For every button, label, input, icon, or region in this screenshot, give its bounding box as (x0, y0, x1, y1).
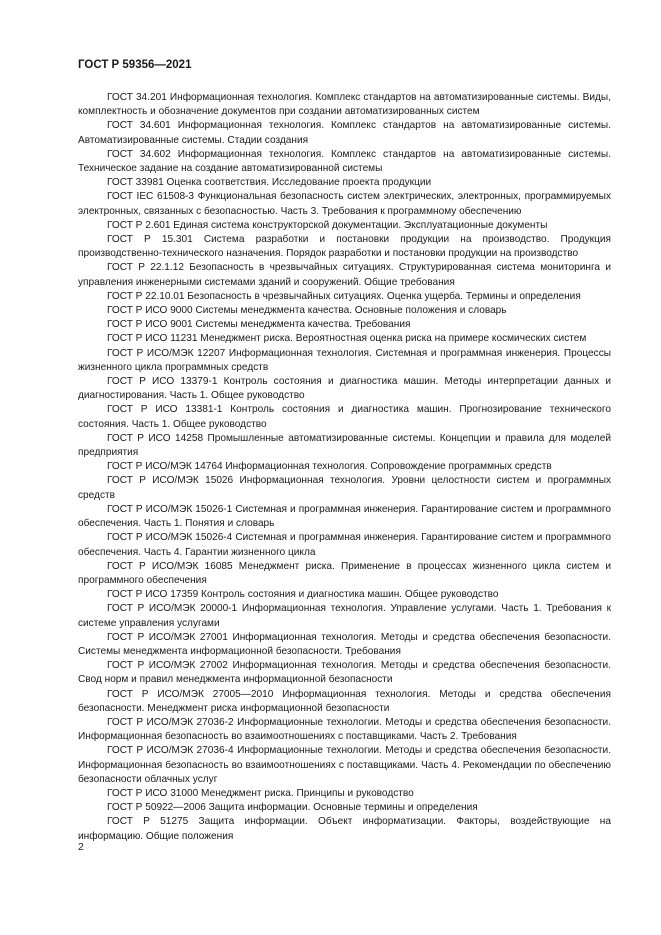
reference-entry: ГОСТ Р 50922—2006 Защита информации. Основные термины и определения (107, 802, 478, 814)
reference-entry: ГОСТ 34.601 Информационная технология. Комплекс стандартов на автоматизированные системы. Автоматизированные системы. Стадии создания (78, 120, 611, 146)
reference-entry: ГОСТ Р ИСО/МЭК 12207 Информационная технология. Системная и программная инженерия. Процессы жизненного цикла программных средств (78, 347, 611, 373)
reference-entry: ГОСТ Р ИСО/МЭК 14764 Информационная технология. Сопровождение программных средств (107, 461, 552, 473)
document-header: ГОСТ Р 59356—2021 (78, 59, 192, 71)
reference-entry: ГОСТ Р ИСО 14258 Промышленные автоматизированные системы. Концепции и правила для моделей предприятия (78, 432, 611, 459)
reference-entry: ГОСТ Р ИСО/МЭК 27036-2 Информационные технологии. Методы и средства обеспечения безопасности. Информационная безопасность во взаимоотношениях с поставщиками. Часть 2. Требования (78, 716, 611, 743)
reference-entry: ГОСТ Р ИСО/МЭК 27002 Информационная технология. Методы и средства обеспечения безопасности. Свод норм и правил менеджмента информационной безопасности (78, 660, 611, 686)
page-number: 2 (78, 841, 84, 853)
reference-entry: ГОСТ Р 15.301 Система разработки и постановки продукции на производство. Продукция производственно-технического назначения. Порядок разработки и постановки продукции на производство (78, 234, 611, 260)
reference-entry: ГОСТ Р ИСО 17359 Контроль состояния и диагностика машин. Общее руководство (107, 589, 499, 601)
reference-entry: ГОСТ Р ИСО 31000 Менеджмент риска. Принципы и руководство (107, 787, 414, 799)
reference-entry: ГОСТ Р ИСО 9000 Системы менеджмента качества. Основные положения и словарь (107, 305, 507, 317)
reference-entry: ГОСТ Р ИСО/МЭК 16085 Менеджмент риска. Применение в процессах жизненного цикла систем и программного обеспечения (78, 560, 611, 586)
reference-entry: ГОСТ Р ИСО 9001 Системы менеджмента качества. Требования (107, 319, 411, 331)
reference-entry: ГОСТ Р ИСО/МЭК 27036-4 Информационные технологии. Методы и средства обеспечения безопасности. Информационная безопасность во взаимоотношениях с поставщиками. Часть 4. Рекомендации по обеспечению безопасности облачных услуг (78, 745, 611, 785)
reference-entry: ГОСТ Р ИСО/МЭК 20000-1 Информационная технология. Управление услугами. Часть 1. Требования к системе управления услугами (78, 603, 611, 629)
reference-entry: ГОСТ IEC 61508-3 Функциональная безопасность систем электрических, электронных, программируемых электронных, связанных с безопасностью. Часть 3. Требования к программному обеспечению (78, 191, 611, 217)
reference-entry: ГОСТ Р 51275 Защита информации. Объект информатизации. Факторы, воздействующие на информацию. Общие положения (78, 816, 611, 842)
reference-entry: ГОСТ Р ИСО/МЭК 27005—2010 Информационная технология. Методы и средства обеспечения безопасности. Менеджмент риска информационной безопасности (78, 688, 611, 714)
reference-entry: ГОСТ Р ИСО 13381-1 Контроль состояния и диагностика машин. Прогнозирование технического состояния. Часть 1. Общее руководство (78, 404, 611, 430)
reference-entry: ГОСТ Р 22.10.01 Безопасность в чрезвычайных ситуациях. Оценка ущерба. Термины и определения (107, 290, 581, 302)
reference-entry: ГОСТ Р ИСО/МЭК 15026-1 Системная и программная инженерия. Гарантирование систем и программного обеспечения. Часть 1. Понятия и словарь (78, 503, 611, 530)
reference-entry: ГОСТ Р ИСО/МЭК 15026 Информационная технология. Уровни целостности систем и программных средств (78, 475, 611, 501)
reference-entry: ГОСТ Р 22.1.12 Безопасность в чрезвычайных ситуациях. Структурированная система мониторинга и управления инженерными системами зданий и сооружений. Общие требования (78, 262, 611, 288)
reference-entry: ГОСТ Р ИСО/МЭК 27001 Информационная технология. Методы и средства обеспечения безопасности. Системы менеджмента информационной безопасности. Требования (78, 631, 611, 657)
reference-entry: ГОСТ 34.201 Информационная технология. Комплекс стандартов на автоматизированные системы. Виды, комплектность и обозначение документов при создании автоматизированных систем (78, 92, 611, 118)
reference-entry: ГОСТ Р ИСО 11231 Менеджмент риска. Вероятностная оценка риска на примере космических систем (107, 333, 587, 345)
reference-entry: ГОСТ 33981 Оценка соответствия. Исследование проекта продукции (107, 177, 432, 189)
reference-entry: ГОСТ Р ИСО 13379-1 Контроль состояния и диагностика машин. Методы интерпретации данных и диагностирования. Часть 1. Общее руководство (78, 376, 611, 402)
reference-entry: ГОСТ Р ИСО/МЭК 15026-4 Системная и программная инженерия. Гарантирование систем и программного обеспечения. Часть 4. Гарантии жизненного цикла (78, 532, 611, 558)
reference-entry: ГОСТ 34.602 Информационная технология. Комплекс стандартов на автоматизированные системы. Техническое задание на создание автоматизированной системы (78, 148, 611, 175)
references-list (78, 91, 611, 844)
reference-entry: ГОСТ Р 2.601 Единая система конструкторской документации. Эксплуатационные документы (107, 219, 548, 231)
